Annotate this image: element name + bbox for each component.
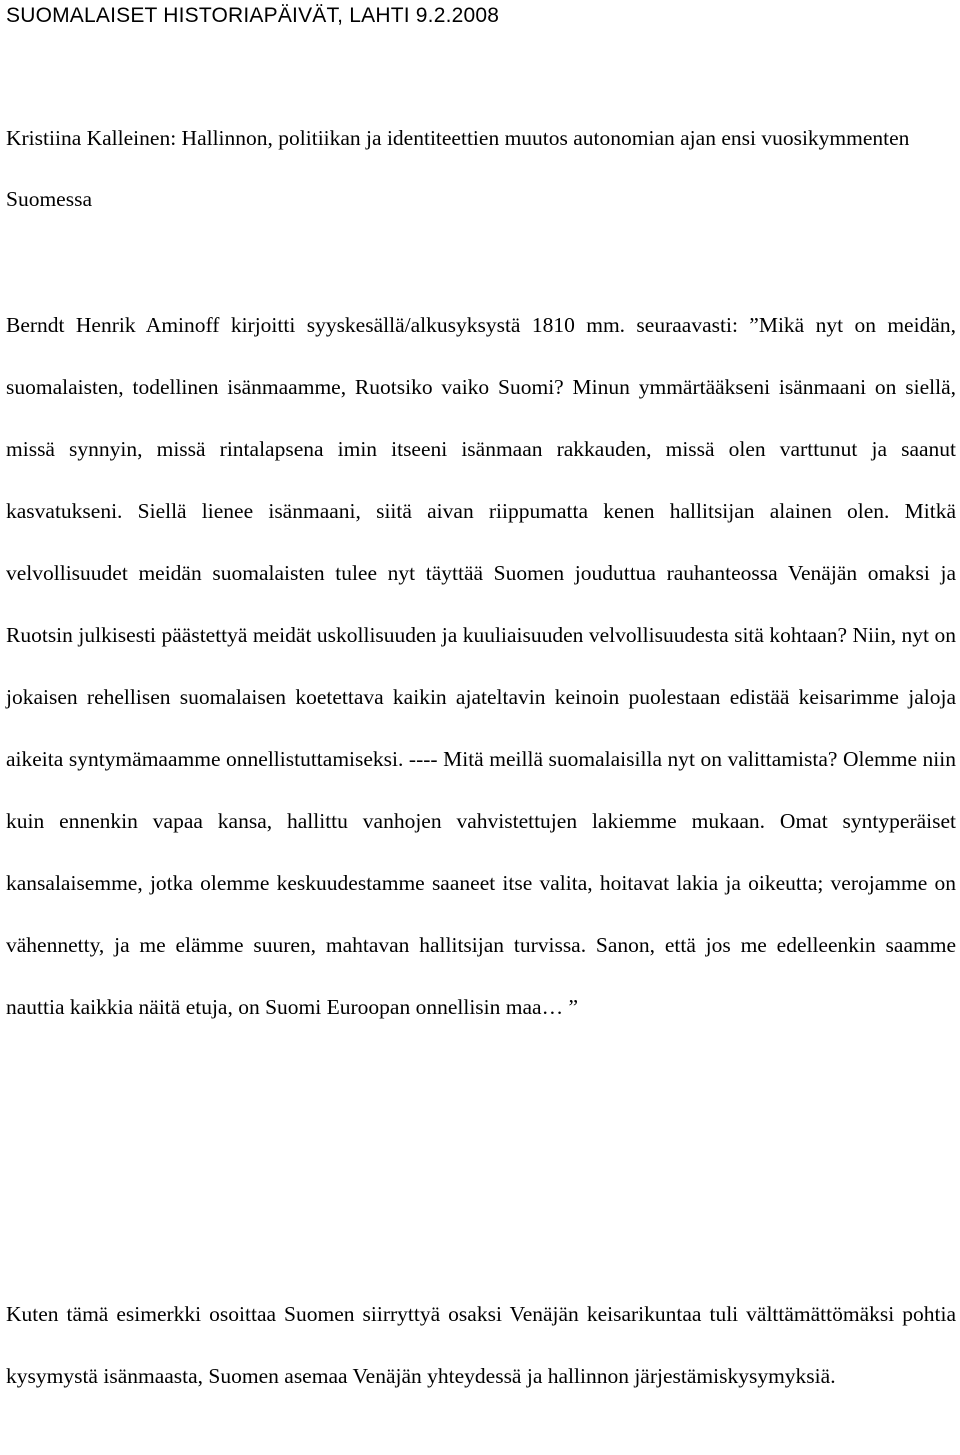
body-paragraph-quote: Berndt Henrik Aminoff kirjoitti syyskesällä/alkusyksystä 1810 mm. seuraavasti: ”Mikä nyt on meidän, suomalaisten, todellinen isänmaamme, Ruotsiko vaiko Suomi? Minun ymmärtääkseni isänmaani on siellä, missä synnyin, missä rintalapsena imin itseeni isänmaan rakkauden, missä olen varttunut ja saanut kasvatukseni. Siellä lienee isänmaani, siitä aivan riippumatta kenen hallitsijan alainen olen. Mitkä velvollisuudet meidän suomalaisten tulee nyt täyttää Suomen jouduttua rauhanteossa Venäjän omaksi ja Ruotsin julkisesti päästettyä meidät uskollisuuden ja kuuliaisuuden velvollisuudesta sitä kohtaan? Niin, nyt on jokaisen rehellisen suomalaisen koetettava kaikin ajateltavin keinoin puolestaan edistää keisarimme jaloja aikeita syntymämaamme onnellistuttamiseksi. ---- Mitä meillä suomalaisilla nyt on valittamista? Olemme niin kuin ennenkin vapaa kansa, hallittu vanhojen vahvistettujen lakiemme mukaan. Omat syntyperäiset kansalaisemme, jotka olemme keskuudestamme saaneet itse valita, hoitavat lakia ja oikeutta; verojamme on vähennetty, ja me elämme suuren, mahtavan hallitsijan turvissa. Sanon, että jos me edelleenkin saamme nauttia kaikkia näitä etuja, on Suomi Euroopan onnellisin maa… ” <box>6 313 956 1019</box>
body-paragraph-conclusion: Kuten tämä esimerkki osoittaa Suomen siirryttyä osaksi Venäjän keisarikuntaa tuli välttämättömäksi pohtia kysymystä isänmaasta, Suomen asemaa Venäjän yhteydessä ja hallinnon järjestämiskysymyksiä. <box>6 1302 956 1388</box>
page-header: SUOMALAISET HISTORIAPÄIVÄT, LAHTI 9.2.2008 <box>6 4 500 27</box>
document-title: Kristiina Kalleinen: Hallinnon, politiikan ja identiteettien muutos autonomian ajan ensi vuosikymmenten Suomessa <box>6 126 910 211</box>
